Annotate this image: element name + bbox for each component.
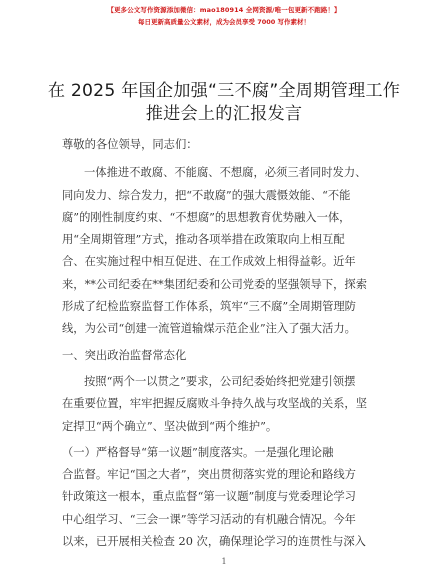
intro-paragraph: [62, 162, 392, 340]
text-line: 来，**公司纪委在**集团纪委和公司党委的坚强领导下，探索: [62, 277, 368, 291]
section-heading: 一、突出政治监督常态化: [62, 348, 187, 362]
text-line: 针政策这一根本，重点监督“第一议题”制度与党委理论学习: [62, 490, 356, 504]
promo-line-1: 【更多公文写作资源添加微信：mao180914 全网资源/唯一包更新不跑路！】: [107, 6, 341, 14]
text-line: 合、在实施过程中相互促进、在工作成效上相得益彰。近年: [62, 255, 356, 269]
text-line: 按照“两个一以贯之”要求，公司纪委始终把党建引领摆: [84, 374, 356, 388]
text-line: 在重要位置，牢牢把握反腐败斗争持久战与攻坚战的关系，坚: [62, 397, 368, 411]
title-line-1: 在 2025 年国企加强“三不腐”全周期管理工作: [47, 81, 401, 101]
section-paragraph: [62, 371, 392, 438]
text-line: 同向发力、综合发力，把“不敢腐”的强大震慑效能、“不能: [62, 188, 351, 202]
text-line: 以来，已开展相关检查 20 次，确保理论学习的连贯性与深入: [62, 535, 366, 549]
text-line: （一）严格督导“第一议题”制度落实。一是强化理论融: [62, 445, 334, 459]
promo-banner: [0, 4, 448, 28]
page-number: 1: [221, 557, 227, 566]
text-line: 一体推进不敢腐、不能腐、不想腐，必须三者同时发力、: [84, 166, 367, 180]
title-line-2: 推进会上的汇报发言: [145, 104, 303, 124]
text-line: 合监督。牢记“国之大者”，突出贯彻落实党的理论和路线方: [62, 468, 356, 482]
document-title: [0, 80, 448, 126]
subsection-paragraph: [62, 442, 392, 553]
document-body: [62, 134, 392, 553]
text-line: 中心组学习、“三会一课”等学习活动的有机融合情况。今年: [62, 512, 356, 526]
text-line: 形成了纪检监察监督工作体系，筑牢“三不腐”全周期管理防: [62, 300, 356, 314]
salutation: 尊敬的各位领导，同志们：: [62, 138, 198, 151]
promo-line-2: 每日更新高质量公文素材，成为会员享受 7000 写作素材！: [137, 18, 311, 26]
text-line: 定捍卫“两个确立”、坚决做到“两个维护”。: [62, 419, 278, 433]
text-line: 线，为公司“创建一流管道输煤示范企业”注入了强大活力。: [62, 322, 356, 336]
text-line: 腐”的刚性制度约束、“不想腐”的思想教育优势融入一体，: [62, 210, 351, 224]
text-line: 用“全周期管理”方式，推动各项举措在政策取向上相互配: [62, 233, 345, 247]
